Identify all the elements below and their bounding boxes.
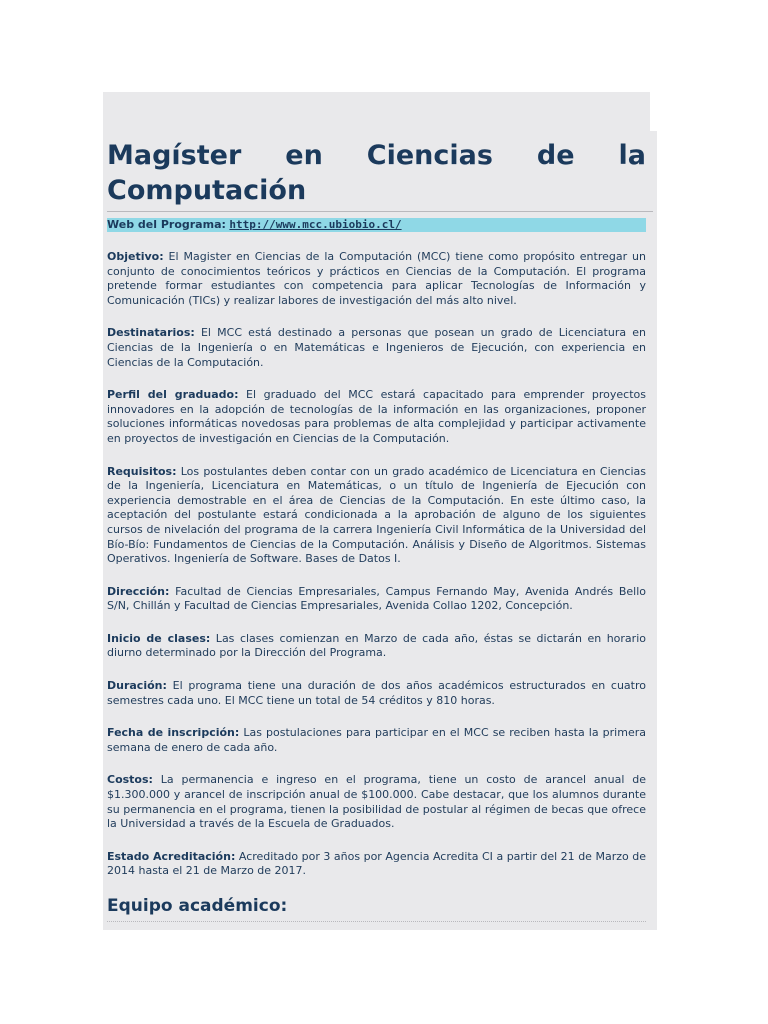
title-divider [107, 211, 653, 212]
section-text: El programa tiene una duración de dos años académicos estructurados en cuatro semestres cada uno. El MCC tiene un total de 54 créditos y 810 horas. [107, 679, 646, 707]
web-program-link[interactable]: http://www.mcc.ubiobio.cl/ [229, 218, 402, 231]
page-title: Magíster en Ciencias de la Computación [107, 140, 646, 206]
section-objetivo [107, 250, 646, 308]
section-duracion [107, 679, 646, 708]
section-text: Las postulaciones para participar en el MCC se reciben hasta la primera semana de enero de cada año. [107, 726, 646, 754]
section-label: Estado Acreditación: [107, 849, 236, 863]
web-program-label: Web del Programa: [107, 218, 226, 231]
section-label: Requisitos: [107, 464, 177, 478]
section-label: Destinatarios: [107, 326, 195, 340]
section-estado-acreditacion [107, 850, 646, 879]
section-text: Facultad de Ciencias Empresariales, Campus Fernando May, Avenida Andrés Bello S/N, Chillán y Facultad de Ciencias Empresariales, Avenida Collao 1202, Concepción. [107, 584, 646, 613]
section-text: El graduado del MCC estará capacitado para emprender proyectos innovadores en la adopción de tecnologías de la información en las organizaciones, proponer soluciones informáticas novedosas para problemas de alta complejidad y participar activamente en proyectos de investigación en Ciencias de la Computación. [107, 388, 646, 445]
team-divider [107, 921, 646, 922]
section-label: Inicio de clases: [107, 631, 211, 645]
section-text: Las clases comienzan en Marzo de cada año, éstas se dictarán en horario diurno determinado por la Dirección del Programa. [107, 631, 646, 660]
section-text: Acreditado por 3 años por Agencia Acredita CI a partir del 21 de Marzo de 2014 hasta el 21 de Marzo de 2017. [107, 849, 646, 878]
section-text: La permanencia e ingreso en el programa, tiene un costo de arancel anual de $1.300.000 y arancel de inscripción anual de $100.000. Cabe destacar, que los alumnos durante su permanencia en el programa, tienen la posibilidad de postular al régimen de becas que ofrece la Universidad a través de la Escuela de Graduados. [107, 773, 646, 831]
section-requisitos [107, 465, 646, 567]
section-perfil-graduado [107, 388, 646, 446]
document-content [107, 138, 646, 922]
section-destinatarios [107, 326, 646, 370]
section-label: Perfil del graduado: [107, 388, 239, 402]
section-label: Fecha de inscripción: [107, 726, 240, 740]
section-inicio-clases [107, 632, 646, 661]
sheet-corner-notch [650, 92, 657, 131]
section-label: Duración: [107, 679, 167, 693]
section-text: El Magister en Ciencias de la Computación (MCC) tiene como propósito entregar un conjunto de conocimientos teóricos y prácticos en Ciencias de la Computación. El programa pretende formar estudiantes con competencia para aplicar Tecnologías de Información y Comunicación (TICs) y realizar labores de investigación del más alto nivel. [107, 250, 646, 307]
section-text: Los postulantes deben contar con un grado académico de Licenciatura en Ciencias de la Ingeniería, Licenciatura en Matemáticas, o un título de Ingeniería de Ejecución con experiencia demostrable en el área de Ciencias de la Computación. En este último caso, la aceptación del postulante estará condicionada a la aprobación de alguno de los siguientes cursos de nivelación del programa de la carrera Ingeniería Civil Informática de la Universidad del Bío-Bío: Fundamentos de Ciencias de la Computación. Análisis y Diseño de Algoritmos. Sistemas Operativos. Ingeniería de Software. Bases de Datos I. [107, 464, 646, 566]
section-label: Dirección: [107, 584, 170, 598]
section-label: Objetivo: [107, 250, 164, 263]
section-label: Costos: [107, 773, 153, 787]
web-program-bar [107, 218, 646, 232]
section-text: El MCC está destinado a personas que posean un grado de Licenciatura en Ciencias de la Ingeniería o en Matemáticas e Ingenieros de Ejecución, con experiencia en Ciencias de la Computación. [107, 326, 646, 369]
team-heading: Equipo académico: [107, 896, 288, 916]
section-direccion [107, 585, 646, 614]
section-costos [107, 773, 646, 831]
section-fecha-inscripcion [107, 726, 646, 755]
